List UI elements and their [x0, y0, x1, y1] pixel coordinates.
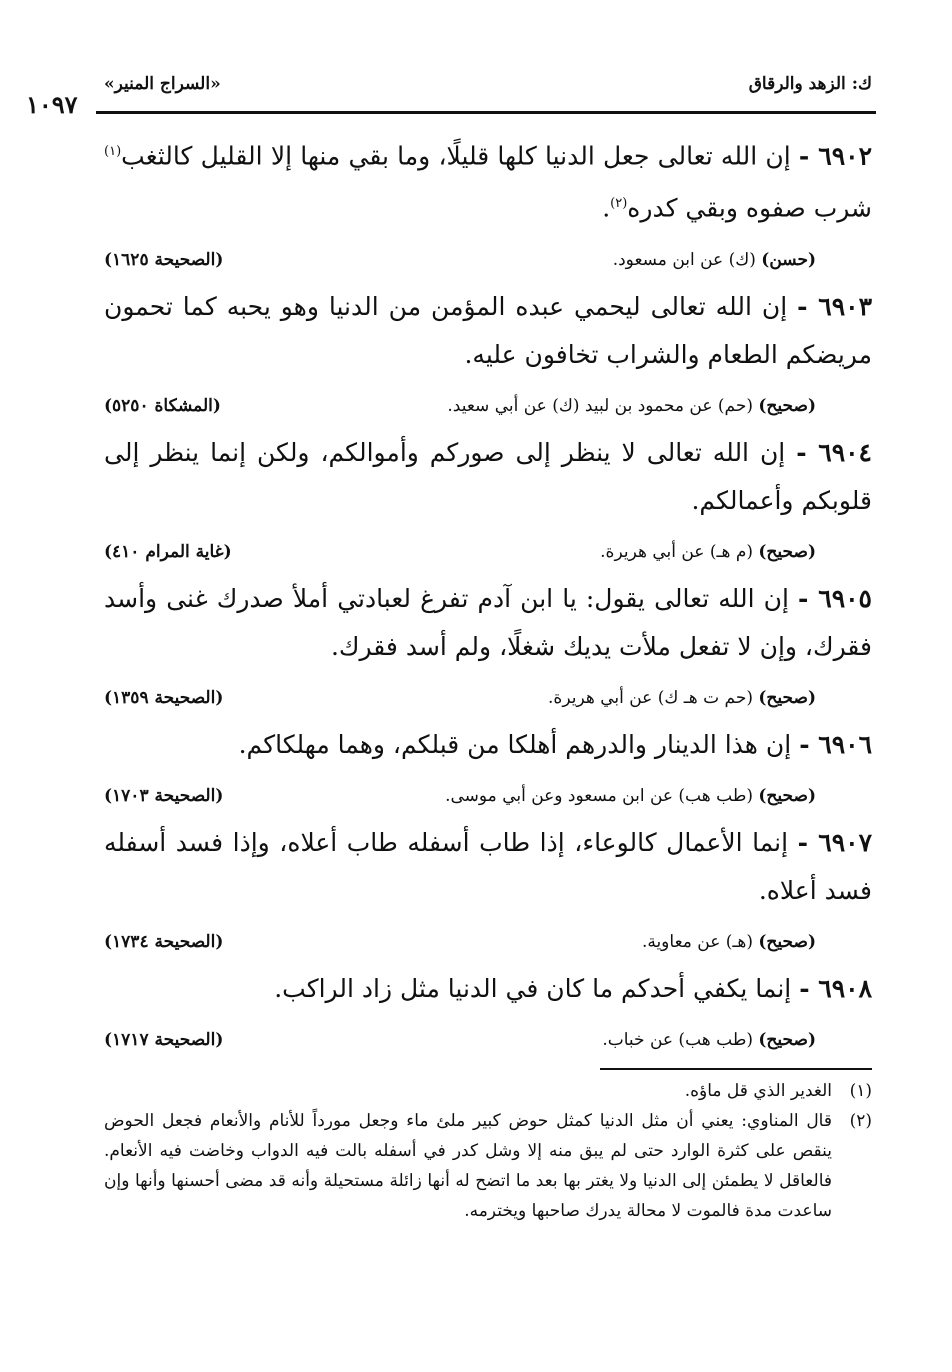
hadith-grade: (صحيح) — [758, 785, 816, 806]
footnote-rule — [600, 1068, 872, 1070]
hadith-entry — [104, 429, 872, 571]
header-rule — [96, 111, 876, 114]
hadith-text — [104, 128, 872, 233]
book-title: «السراج المنير» — [104, 74, 221, 94]
page-number: ١٠٩٧ — [26, 90, 78, 119]
hadith-number: ٦٩٠٣ - — [797, 291, 872, 321]
hadith-source — [104, 241, 872, 279]
hadith-entry — [104, 575, 872, 717]
hadith-reference: (الصحيحة ١٧١٧) — [104, 1029, 224, 1050]
footnote-marker[interactable]: (٢) — [610, 196, 628, 212]
hadith-grade: (صحيح) — [758, 687, 816, 708]
hadith-reference: (الصحيحة ١٧٠٣) — [104, 785, 224, 806]
hadith-number: ٦٩٠٤ - — [796, 437, 872, 467]
hadith-entry — [104, 819, 872, 961]
hadith-narrators: (حم) عن محمود بن لبيد (ك) عن أبي سعيد. — [447, 395, 759, 416]
hadith-text — [104, 721, 872, 769]
footnotes — [104, 1076, 872, 1226]
hadith-body-cont: شرب صفوه وبقي كدره — [627, 193, 872, 223]
footnote — [104, 1106, 872, 1226]
hadith-text — [104, 429, 872, 525]
hadith-text — [104, 965, 872, 1013]
hadith-entry — [104, 965, 872, 1059]
hadith-body: إنما يكفي أحدكم ما كان في الدنيا مثل زاد الراكب. — [274, 973, 792, 1003]
hadith-body: إن الله تعالى لا ينظر إلى صوركم وأموالكم، ولكن إنما ينظر إلى قلوبكم وأعمالكم. — [104, 437, 872, 515]
hadith-body-end: . — [602, 193, 611, 223]
hadith-reference: (المشكاة ٥٢٥٠) — [104, 395, 221, 416]
hadith-source — [104, 533, 872, 571]
hadith-narrators: (حم ت هـ ك) عن أبي هريرة. — [548, 687, 759, 708]
hadith-text — [104, 819, 872, 915]
footnote-number: (١) — [849, 1081, 872, 1101]
hadith-body: إن الله تعالى ليحمي عبده المؤمن من الدنيا وهو يحبه كما تحمون مريضكم الطعام والشراب تخافون عليه. — [104, 291, 872, 369]
hadith-source — [104, 387, 872, 425]
hadith-entry — [104, 128, 872, 279]
hadith-source — [104, 777, 872, 815]
footnote — [104, 1076, 872, 1106]
hadith-number: ٦٩٠٦ - — [799, 729, 872, 759]
hadith-number: ٦٩٠٨ - — [799, 973, 872, 1003]
hadith-narrators: (هـ) عن معاوية. — [641, 931, 759, 952]
footnote-text: قال المناوي: يعني أن مثل الدنيا كمثل حوض كبير ملئ ماء وجعل مورداً للأنام والأنعام فجعل الحوض ينقص على كثرة الوارد حتى لم يبق منه إلا وشل كدر في أسفله بالت فيه الدواب وخاضت فيه الأنعام. فالعاقل لا يطمئن إلى الدنيا ولا يغتر بها بعد ما اتضح له أنها زائلة مستحيلة وأنه قد مضى أحسنها وأنها وإن ساعدت مدة فالموت لا محالة يدرك صاحبها ويخترمه. — [104, 1111, 832, 1221]
hadith-grade: (صحيح) — [758, 1029, 816, 1050]
hadith-number: ٦٩٠٥ - — [798, 583, 872, 613]
hadith-number: ٦٩٠٢ - — [798, 141, 872, 171]
footnote-marker[interactable]: (١) — [104, 144, 122, 159]
hadith-body: إن الله تعالى جعل الدنيا كلها قليلًا، وما بقي منها إلا القليل كالثغب — [121, 141, 791, 171]
hadith-number: ٦٩٠٧ - — [797, 827, 872, 857]
chapter-title: ك: الزهد والرقاق — [748, 74, 872, 94]
hadith-body: إن هذا الدينار والدرهم أهلكا من قبلكم، وهما مهلكاكم. — [238, 729, 792, 759]
hadith-source — [104, 923, 872, 961]
hadith-text — [104, 283, 872, 379]
hadith-grade: (صحيح) — [758, 541, 816, 562]
hadith-reference: (الصحيحة ١٣٥٩) — [104, 687, 224, 708]
hadith-entry — [104, 283, 872, 425]
hadith-list — [104, 128, 872, 1063]
footnote-text: الغدير الذي قل ماؤه. — [684, 1081, 832, 1101]
hadith-grade: (حسن) — [761, 249, 816, 270]
hadith-source — [104, 679, 872, 717]
hadith-body: إنما الأعمال كالوعاء، إذا طاب أسفله طاب أعلاه، وإذا فسد أسفله فسد أعلاه. — [104, 827, 872, 905]
hadith-entry — [104, 721, 872, 815]
hadith-text — [104, 575, 872, 671]
hadith-reference: (الصحيحة ١٧٣٤) — [104, 931, 224, 952]
hadith-narrators: (م هـ) عن أبي هريرة. — [600, 541, 759, 562]
hadith-narrators: (طب هب) عن خباب. — [602, 1029, 759, 1050]
hadith-narrators: (طب هب) عن ابن مسعود وعن أبي موسى. — [445, 785, 759, 806]
hadith-source — [104, 1021, 872, 1059]
hadith-grade: (صحيح) — [758, 395, 816, 416]
hadith-reference: (غاية المرام ٤١٠) — [104, 541, 232, 562]
hadith-narrators: (ك) عن ابن مسعود. — [612, 249, 762, 270]
footnote-number: (٢) — [849, 1111, 872, 1131]
hadith-reference: (الصحيحة ١٦٢٥) — [104, 249, 224, 270]
hadith-grade: (صحيح) — [758, 931, 816, 952]
hadith-body: إن الله تعالى يقول: يا ابن آدم تفرغ لعبادتي أملأ صدرك غنى وأسد فقرك، وإن لا تفعل ملأت يديك شغلًا، ولم أسد فقرك. — [104, 583, 872, 661]
